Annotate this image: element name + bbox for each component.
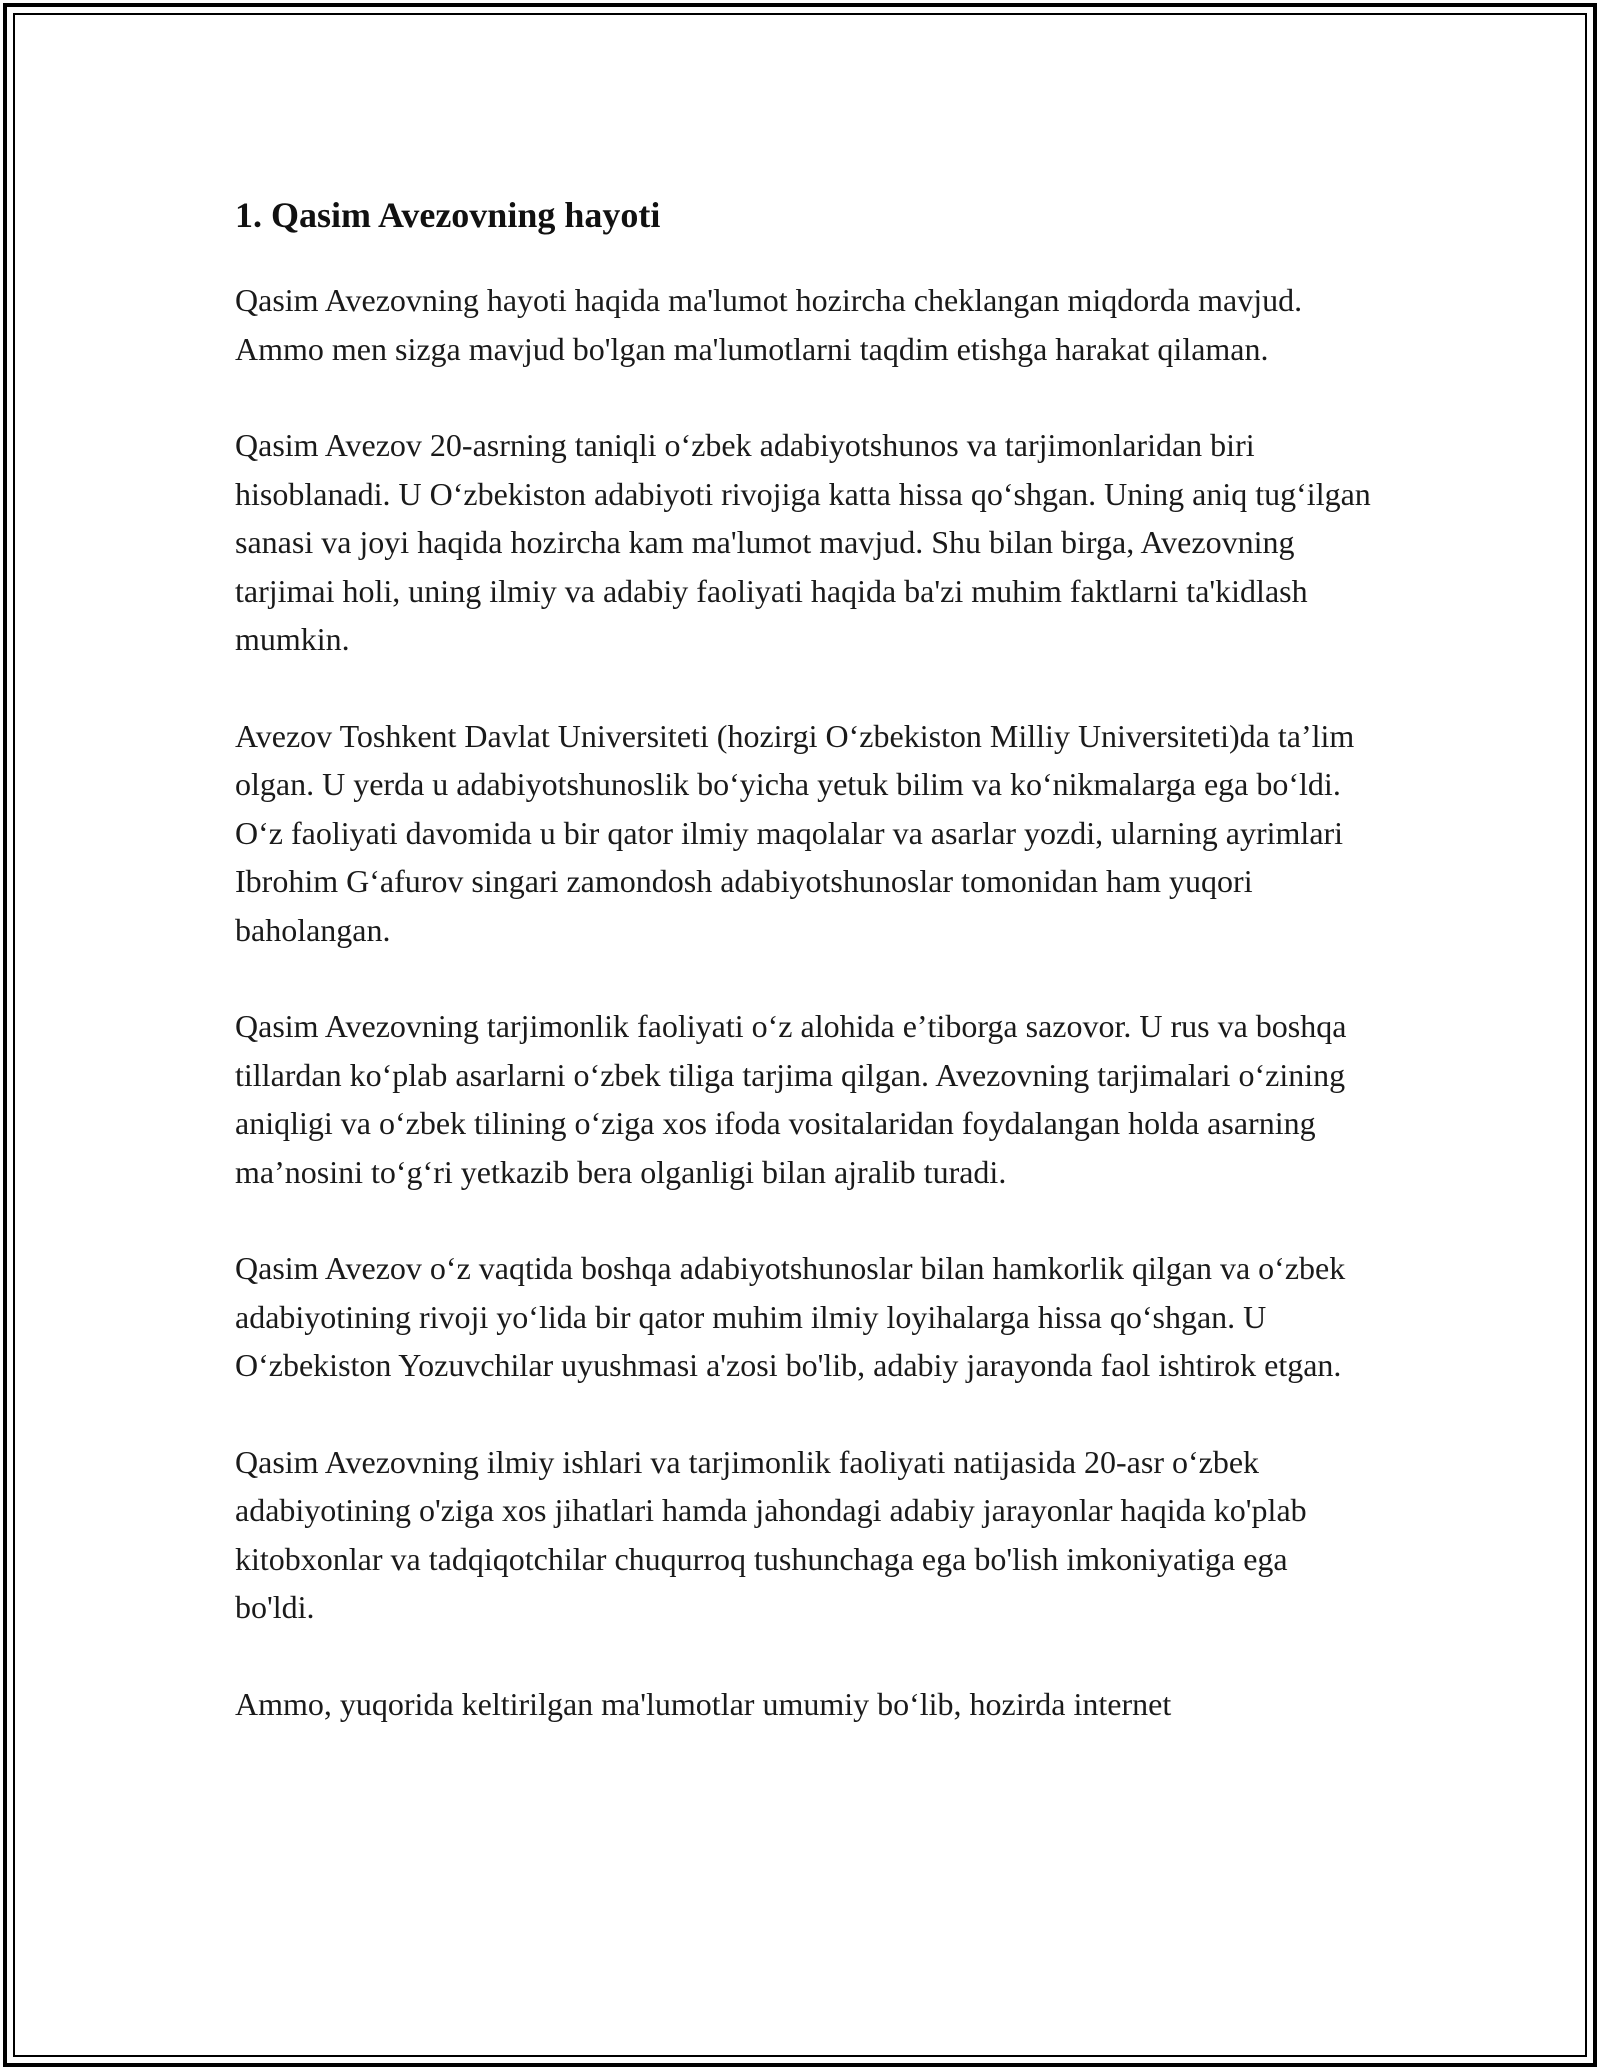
document-body	[235, 186, 1375, 1776]
section-heading: 1. Qasim Avezovning hayoti	[235, 195, 661, 235]
paragraph-translation: Qasim Avezovning tarjimonlik faoliyati oʻz alohida eʼtiborga sazovor. U rus va boshqa tillardan koʻplab asarlarni oʻzbek tiliga tarjima qilgan. Avezovning tarjimalari oʻzining aniqligi va oʻzbek tilining oʻziga xos ifoda vositalaridan foydalangan holda asarning maʼnosini toʻgʻri yetkazib bera olganligi bilan ajralib turadi.	[235, 1008, 1347, 1190]
paragraph-overview: Qasim Avezov 20-asrning taniqli oʻzbek adabiyotshunos va tarjimonlaridan biri hisoblanadi. U Oʻzbekiston adabiyoti rivojiga katta hissa qoʻshgan. Uning aniq tugʻilgan sanasi va joyi haqida hozircha kam ma'lumot mavjud. Shu bilan birga, Avezovning tarjimai holi, uning ilmiy va adabiy faoliyati haqida ba'zi muhim faktlarni ta'kidlash mumkin.	[235, 427, 1371, 657]
paragraph-legacy: Qasim Avezovning ilmiy ishlari va tarjimonlik faoliyati natijasida 20-asr oʻzbek adabiyotining o'ziga xos jihatlari hamda jahondagi adabiy jarayonlar haqida ko'plab kitobxonlar va tadqiqotchilar chuqurroq tushunchaga ega bo'lish imkoniyatiga ega bo'ldi.	[235, 1443, 1307, 1625]
paragraph-collaboration: Qasim Avezov oʻz vaqtida boshqa adabiyotshunoslar bilan hamkorlik qilgan va oʻzbek adabiyotining rivoji yoʻlida bir qator muhim ilmiy loyihalarga hissa qoʻshgan. U Oʻzbekiston Yozuvchilar uyushmasi a'zosi bo'lib, adabiy jarayonda faol ishtirok etgan.	[235, 1250, 1346, 1383]
paragraph-education: Avezov Toshkent Davlat Universiteti (hozirgi Oʻzbekiston Milliy Universiteti)da taʼlim olgan. U yerda u adabiyotshunoslik boʻyicha yetuk bilim va koʻnikmalarga ega boʻldi. Oʻz faoliyati davomida u bir qator ilmiy maqolalar va asarlar yozdi, ularning ayrimlari Ibrohim Gʻafurov singari zamondosh adabiyotshunoslar tomonidan ham yuqori baholangan.	[235, 717, 1355, 948]
paragraph-intro: Qasim Avezovning hayoti haqida ma'lumot hozircha cheklangan miqdorda mavjud. Ammo men sizga mavjud bo'lgan ma'lumotlarni taqdim etishga harakat qilaman.	[235, 282, 1303, 367]
paragraph-closing: Ammo, yuqorida keltirilgan ma'lumotlar umumiy boʻlib, hozirda internet	[235, 1685, 1172, 1722]
